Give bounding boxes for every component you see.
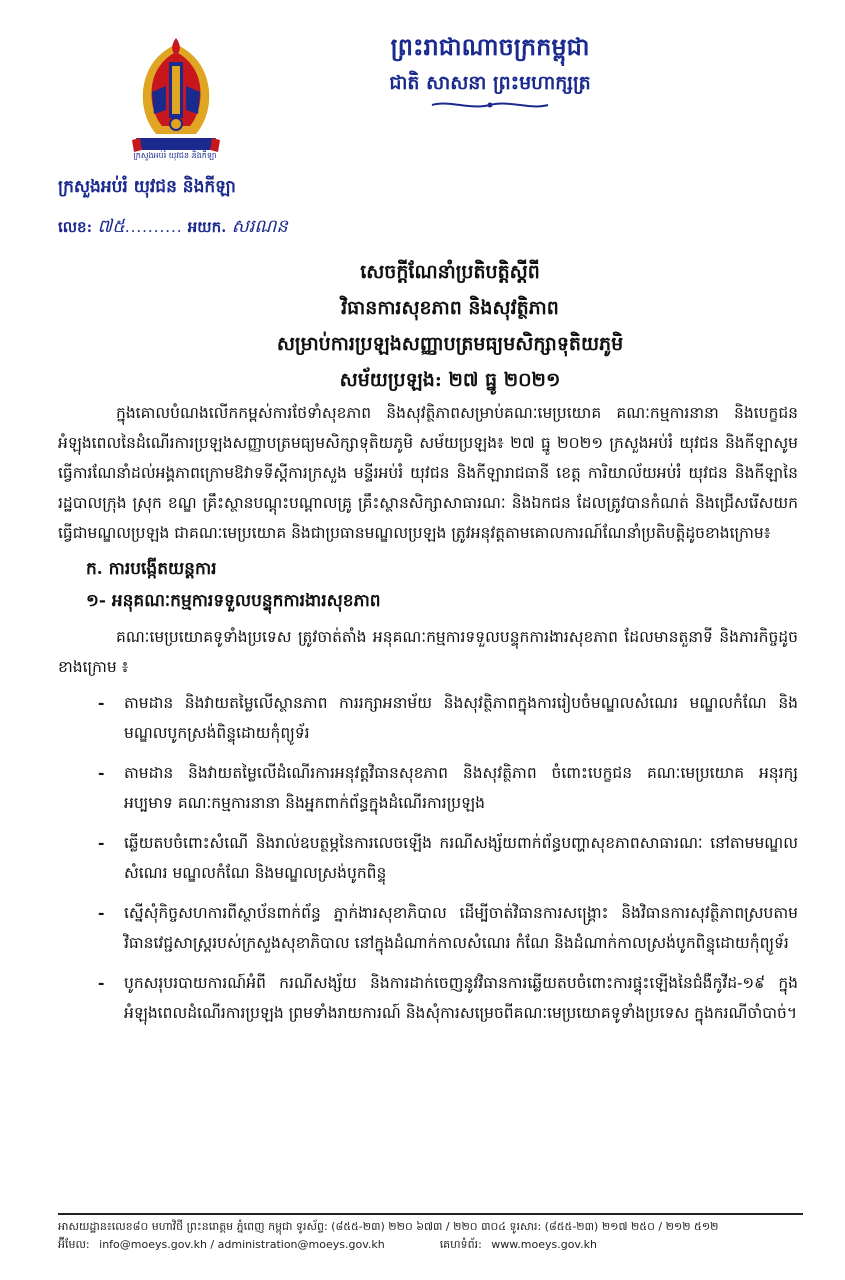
list-item-text: ឆ្លើយតបចំពោះសំណើ និងរាល់ឧបត្ថម្ភនៃការលេចឡើង ករណីសង្ស័យពាក់ព័ន្ធបញ្ហាសុខភាពសាធារណៈ នៅតាមមណ្ឌលសំណេរ មណ្ឌលកំណែ និងមណ្ឌលស្រង់បូកពិន្ទុ bbox=[124, 834, 798, 882]
title-line-4: សម័យប្រឡង: ២៧ ធ្នូ ២០២១ bbox=[339, 369, 561, 391]
reference-value: ៧៥ bbox=[97, 216, 125, 237]
email-label: អ៊ីមែល: bbox=[58, 1238, 90, 1251]
ministry-name: ក្រសួងអប់រំ យុវជន និងកីឡា bbox=[58, 177, 236, 197]
subsection-heading-1: ១- អនុគណៈកម្មការទទួលបន្ទុកការងារសុខភាព bbox=[86, 591, 381, 611]
national-motto: ជាតិ សាសនា ព្រះមហាក្សត្រ bbox=[389, 72, 591, 94]
title-line-2: វិធានការសុខភាព និងសុវត្ថិភាព bbox=[341, 297, 559, 319]
list-item bbox=[58, 688, 798, 748]
footer-divider bbox=[58, 1213, 803, 1215]
website-link[interactable]: www.moeys.gov.kh bbox=[491, 1238, 597, 1251]
list-item bbox=[58, 898, 798, 958]
list-item-text: តាមដាន និងវាយតម្លៃលើដំណើរការអនុវត្តវិធានសុខភាព និងសុវត្ថិភាព ចំពោះបេក្ខជន គណៈមេប្រយោគ អនុរក្ស អប្បមាទ គណៈកម្មការនានា និងអ្នកពាក់ព័ន្ធក្នុងដំណើរការប្រឡង bbox=[124, 764, 798, 812]
footer-contact bbox=[58, 1236, 803, 1254]
footer bbox=[58, 1218, 803, 1254]
list-item bbox=[58, 968, 798, 1028]
document-title bbox=[160, 254, 740, 398]
list-item-text: បូកសរុបរបាយការណ៍អំពី ករណីសង្ស័យ និងការដាក់ចេញនូវវិធានការឆ្លើយតបចំពោះការផ្ទុះឡើងនៃជំងឺកូវីដ-១៩ ក្នុងអំឡុងពេលដំណើរការប្រឡង ព្រមទាំងរាយការណ៍ និងសុំការសម្រេចពីគណៈមេប្រយោគទូទាំងប្រទេស ក្នុងករណីចាំបាច់។ bbox=[124, 974, 798, 1022]
subsection-intro: គណៈមេប្រយោគទូទាំងប្រទេស ត្រូវចាត់តាំង អនុគណៈកម្មការទទួលបន្ទុកការងារសុខភាព ដែលមានតួនាទី និងភារកិច្ចដូចខាងក្រោម ៖ bbox=[58, 628, 798, 676]
ministry-emblem-icon bbox=[130, 38, 222, 168]
title-line-3: សម្រាប់ការប្រឡងសញ្ញាបត្រមធ្យមសិក្សាទុតិយភូមិ bbox=[276, 333, 624, 355]
reference-suffix: អយក. bbox=[187, 218, 227, 236]
bullet-marker: - bbox=[98, 833, 105, 852]
bullet-marker: - bbox=[98, 973, 105, 992]
email-link[interactable]: info@moeys.gov.kh / administration@moeys.gov.kh bbox=[99, 1238, 385, 1251]
footer-address: អាសយដ្ឋាន៖លេខ៨០ មហាវិថី ព្រះនរោត្តម ភ្នំពេញ កម្ពុជា ទូរស័ព្ទ: (៨៥៥-២៣) ២២០ ៦៧៣ / ២២០ ៣០៤ ទូរសារ: (៨៥៥-២៣) ២១៧ ២៥០ / ២១២ ៥១២ bbox=[58, 1220, 719, 1233]
intro-paragraph: ក្នុងគោលបំណងលើកកម្ពស់ការថែទាំសុខភាព និងសុវត្ថិភាពសម្រាប់គណៈមេប្រយោគ គណៈកម្មការនានា និងបេក្ខជន អំឡុងពេលនៃដំណើរការប្រឡងសញ្ញាបត្រមធ្យមសិក្សាទុតិយភូមិ សម័យប្រឡង៖ ២៧ ធ្នូ ២០២១ ក្រសួងអប់រំ យុវជន និងកីឡាសូមធ្វើការណែនាំដល់អង្គភាពក្រោមឱវាទទីស្តីការក្រសួង មន្ទីរអប់រំ យុវជន និងកីឡារាជធានី ខេត្ត ការិយាល័យអប់រំ យុវជន និងកីឡានៃរដ្ឋបាលក្រុង ស្រុក ខណ្ឌ គ្រឹះស្ថានបណ្តុះបណ្តាលគ្រូ គ្រឹះស្ថានសិក្សាសាធារណៈ និងឯកជន ដែលត្រូវបានកំណត់ និងជ្រើសរើសយកធ្វើជាមណ្ឌលប្រឡង ជាគណៈមេប្រយោគ និងជាប្រធានមណ្ឌលប្រឡង ត្រូវអនុវត្តតាមគោលការណ៍ណែនាំប្រតិបត្តិដូចខាងក្រោម៖ bbox=[58, 404, 798, 542]
divider-ornament-icon bbox=[430, 98, 550, 112]
kingdom-title: ព្រះរាជាណាចក្រកម្ពុជា bbox=[390, 32, 590, 61]
website-label: គេហទំព័រ: bbox=[439, 1238, 482, 1251]
reference-dots: .......... bbox=[124, 218, 183, 236]
list-item bbox=[58, 758, 798, 818]
bullet-marker: - bbox=[98, 763, 105, 782]
emblem-caption: ក្រសួងអប់រំ យុវជន និងកីឡា bbox=[133, 151, 217, 160]
reference-code: សរណន bbox=[231, 216, 288, 237]
section-heading-a: ក. ការបង្កើតយន្តការ bbox=[86, 559, 217, 579]
kingdom-header bbox=[300, 30, 680, 112]
reference-number bbox=[58, 214, 288, 241]
list-item-text: តាមដាន និងវាយតម្លៃលើស្ថានភាព ការរក្សាអនាម័យ និងសុវត្ថិភាពក្នុងការរៀបចំមណ្ឌលសំណេរ មណ្ឌលកំណែ និងមណ្ឌលបូកស្រង់ពិន្ទុដោយកុំព្យូទ័រ bbox=[124, 694, 798, 742]
duties-list bbox=[58, 688, 798, 1028]
title-line-1: សេចក្តីណែនាំប្រតិបត្តិស្តីពី bbox=[360, 261, 540, 283]
bullet-marker: - bbox=[98, 693, 105, 712]
list-item bbox=[58, 828, 798, 888]
bullet-marker: - bbox=[98, 903, 105, 922]
reference-label: លេខ: bbox=[58, 218, 93, 236]
document-body bbox=[58, 398, 798, 1038]
list-item-text: ស្នើសុំកិច្ចសហការពីស្ថាប័នពាក់ព័ន្ធ ភ្នាក់ងារសុខាភិបាល ដើម្បីចាត់វិធានការសង្គ្រោះ និងវិធានការសុវត្ថិភាពស្របតាមវិធានវេជ្ជសាស្ត្ររបស់ក្រសួងសុខាភិបាល នៅក្នុងដំណាក់កាលសំណេរ កំណែ និងដំណាក់កាលស្រង់បូកពិន្ទុដោយកុំព្យូទ័រ bbox=[124, 904, 798, 952]
